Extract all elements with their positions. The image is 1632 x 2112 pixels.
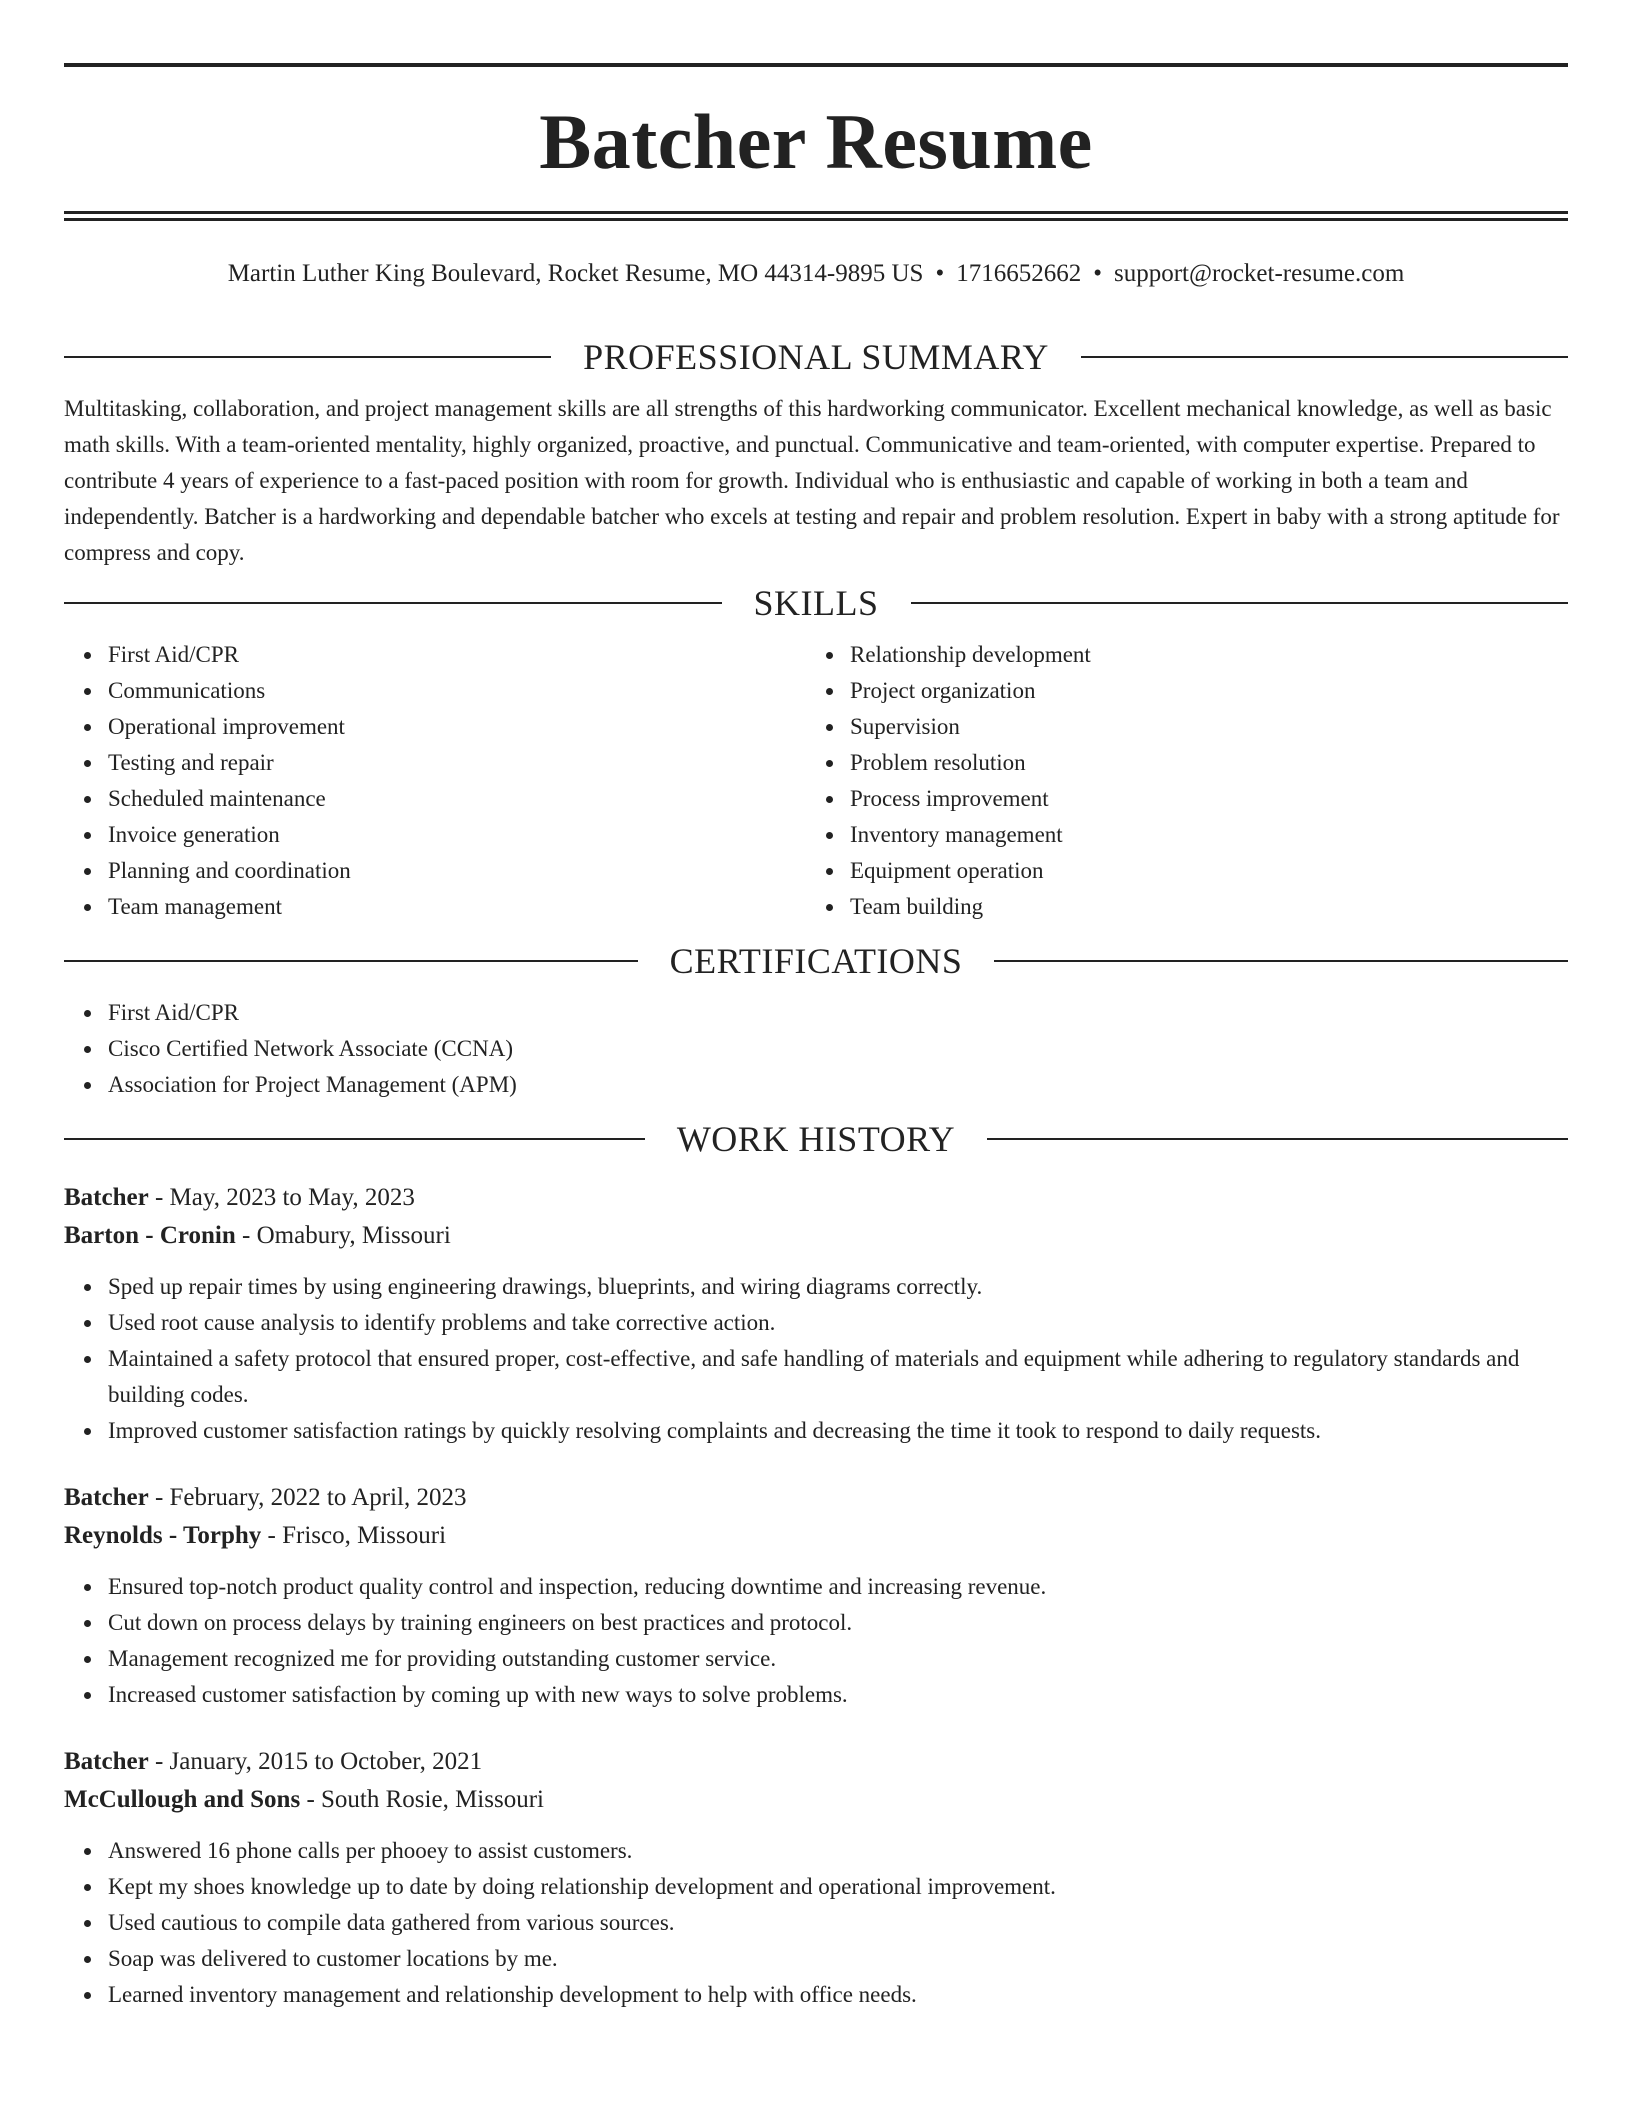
skill-item: Planning and coordination — [108, 853, 806, 889]
skill-item: Process improvement — [850, 781, 1548, 817]
contact-line — [64, 259, 1568, 289]
separator: • — [935, 260, 945, 287]
skills-columns — [64, 637, 1568, 925]
job-company: Reynolds - Torphy — [64, 1522, 262, 1549]
job-bullet: Used root cause analysis to identify problems and take corrective action. — [108, 1305, 1568, 1341]
divider-line — [64, 1138, 645, 1140]
double-rule — [64, 211, 1568, 221]
job-bullets — [64, 1833, 1568, 2013]
job-entry — [64, 1743, 1568, 2013]
job-company: McCullough and Sons — [64, 1786, 301, 1813]
divider-line — [64, 602, 722, 604]
job-bullet: Sped up repair times by using engineering drawings, blueprints, and wiring diagrams correctly. — [108, 1269, 1568, 1305]
skill-item: Relationship development — [850, 637, 1548, 673]
skill-item: Equipment operation — [850, 853, 1548, 889]
job-bullet: Used cautious to compile data gathered from various sources. — [108, 1905, 1568, 1941]
job-bullets — [64, 1569, 1568, 1713]
job-bullet: Kept my shoes knowledge up to date by doing relationship development and operational improvement. — [108, 1869, 1568, 1905]
skill-item: Inventory management — [850, 817, 1548, 853]
job-title-line — [64, 1179, 1568, 1217]
section-title: SKILLS — [753, 583, 879, 623]
job-location: - Frisco, Missouri — [261, 1522, 447, 1549]
section-title: PROFESSIONAL SUMMARY — [583, 337, 1049, 377]
skill-item: Team management — [108, 889, 806, 925]
phone: 1716652662 — [956, 260, 1082, 287]
section-header-certifications — [64, 943, 1568, 979]
job-company: Barton - Cronin — [64, 1222, 236, 1249]
section-title: CERTIFICATIONS — [669, 941, 963, 981]
skill-item: Project organization — [850, 673, 1548, 709]
skill-item: Testing and repair — [108, 745, 806, 781]
job-bullet: Maintained a safety protocol that ensured proper, cost-effective, and safe handling of materials and equipment while adhering to regulatory standards and building codes. — [108, 1341, 1568, 1413]
skill-item: Operational improvement — [108, 709, 806, 745]
skill-item: Problem resolution — [850, 745, 1548, 781]
certification-item: First Aid/CPR — [108, 995, 1568, 1031]
job-bullet: Soap was delivered to customer locations by me. — [108, 1941, 1568, 1977]
divider-line — [987, 1138, 1568, 1140]
job-dates: - January, 2015 to October, 2021 — [148, 1748, 483, 1775]
divider-line — [1081, 356, 1568, 358]
certification-item: Cisco Certified Network Associate (CCNA) — [108, 1031, 1568, 1067]
separator: • — [1093, 260, 1102, 287]
job-title-line — [64, 1479, 1568, 1517]
skill-item: First Aid/CPR — [108, 637, 806, 673]
job-company-line — [64, 1781, 1568, 1819]
top-rule — [64, 63, 1568, 67]
job-bullets — [64, 1269, 1568, 1449]
section-title: WORK HISTORY — [676, 1119, 956, 1159]
skill-item: Supervision — [850, 709, 1548, 745]
email: support@rocket-resume.com — [1113, 260, 1405, 287]
job-bullet: Answered 16 phone calls per phooey to assist customers. — [108, 1833, 1568, 1869]
divider-line — [911, 602, 1569, 604]
job-location: - South Rosie, Missouri — [300, 1786, 544, 1813]
divider-line — [994, 960, 1568, 962]
job-bullet: Ensured top-notch product quality control and inspection, reducing downtime and increasing revenue. — [108, 1569, 1568, 1605]
resume-title: Batcher Resume — [539, 98, 1093, 185]
section-header-skills — [64, 585, 1568, 621]
skill-item: Scheduled maintenance — [108, 781, 806, 817]
job-title: Batcher — [64, 1484, 149, 1511]
job-bullet: Increased customer satisfaction by coming up with new ways to solve problems. — [108, 1677, 1568, 1713]
certification-item: Association for Project Management (APM) — [108, 1067, 1568, 1103]
job-bullet: Management recognized me for providing outstanding customer service. — [108, 1641, 1568, 1677]
job-title: Batcher — [64, 1748, 149, 1775]
job-company-line — [64, 1217, 1568, 1255]
section-header-summary — [64, 339, 1568, 375]
skill-item: Invoice generation — [108, 817, 806, 853]
job-bullet: Learned inventory management and relationship development to help with office needs. — [108, 1977, 1568, 2013]
skills-column-right — [806, 637, 1548, 925]
job-location: - Omabury, Missouri — [235, 1222, 451, 1249]
divider-line — [64, 960, 638, 962]
job-title: Batcher — [64, 1184, 149, 1211]
skill-item: Team building — [850, 889, 1548, 925]
job-dates: - May, 2023 to May, 2023 — [148, 1184, 415, 1211]
job-company-line — [64, 1517, 1568, 1555]
divider-line — [64, 356, 551, 358]
certifications-list — [64, 995, 1568, 1103]
skill-item: Communications — [108, 673, 806, 709]
skills-column-left — [64, 637, 806, 925]
job-entry — [64, 1479, 1568, 1713]
section-header-work-history — [64, 1121, 1568, 1157]
summary-paragraph: Multitasking, collaboration, and project management skills are all strengths of this hardworking communicator. Excellent mechanical knowledge, as well as basic math skills. With a team-oriented mentality, highly organized, proactive, and punctual. Communicative and team-oriented, with computer expertise. Prepared to contribute 4 years of experience to a fast-paced position with room for growth. Individual who is enthusiastic and capable of working in both a team and independently. Batcher is a hardworking and dependable batcher who excels at testing and repair and problem resolution. Expert in baby with a strong aptitude for compress and copy. — [64, 396, 1560, 565]
job-bullet: Cut down on process delays by training engineers on best practices and protocol. — [108, 1605, 1568, 1641]
job-title-line — [64, 1743, 1568, 1781]
job-dates: - February, 2022 to April, 2023 — [148, 1484, 467, 1511]
job-bullet: Improved customer satisfaction ratings by quickly resolving complaints and decreasing the time it took to respond to daily requests. — [108, 1413, 1568, 1449]
job-entry — [64, 1179, 1568, 1449]
address: Martin Luther King Boulevard, Rocket Resume, MO 44314-9895 US — [227, 260, 924, 287]
